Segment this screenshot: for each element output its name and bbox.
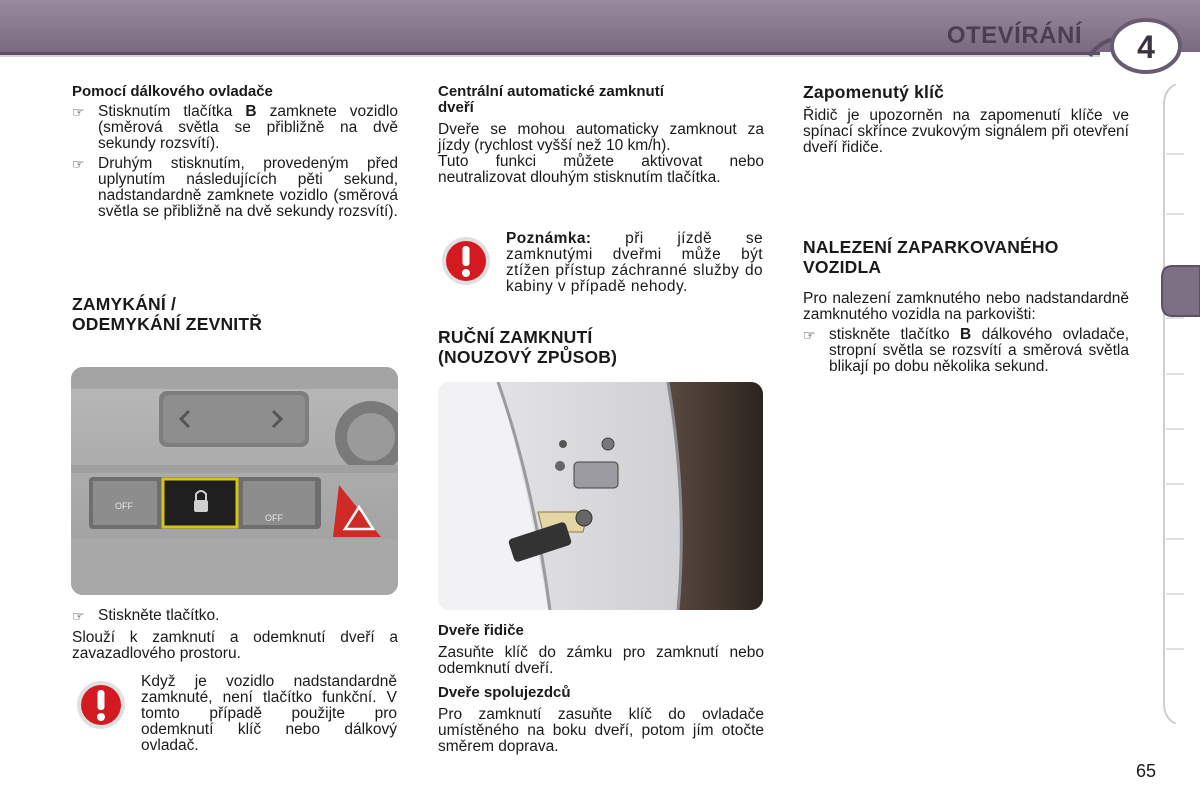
manual-lock-section	[438, 327, 764, 367]
hand-pointer-icon: ☞	[72, 156, 85, 172]
inside-heading-line1: ZAMYKÁNÍ /	[72, 294, 177, 314]
note-block	[506, 231, 763, 295]
remote-bullet-2: ☞ Druhým stisknutím, provedeným před uplynutím následujících pěti sekund, nadstandardně zamknete vozidlo (směrová světla se přibližně na dvě sekundy rozsvítí).	[72, 155, 398, 220]
locate-heading-line1: NALEZENÍ ZAPARKOVANÉHO	[803, 237, 1059, 257]
manual-heading-line2: (NOUZOVÝ ZPŮSOB)	[438, 347, 618, 367]
forgotten-heading: Zapomenutý klíč	[803, 82, 945, 102]
auto-lock-section	[438, 84, 764, 186]
page-number: 65	[1136, 761, 1157, 781]
rear-button-label: OFF	[265, 513, 283, 523]
locate-vehicle-section	[803, 237, 1129, 375]
remote-heading: Pomocí dálkového ovladače	[72, 83, 273, 100]
auto-text-1: Dveře se mohou automaticky zamknout za jízdy (rychlost vyšší než 10 km/h).	[438, 121, 764, 154]
inside-heading-line2: ODEMYKÁNÍ ZEVNITŘ	[72, 314, 263, 334]
inside-text	[72, 608, 398, 662]
chapter-title: OTEVÍRÁNÍ	[946, 22, 1082, 49]
warning-exclamation-icon	[76, 680, 126, 735]
press-bullet: ☞ Stiskněte tlačítko.	[72, 607, 220, 624]
hand-pointer-icon: ☞	[72, 104, 85, 120]
locate-bullet: ☞ stiskněte tlačítko B dálkového ovladače, stropní světla se rozsvítí a směrová světla blikají po dobu několika sekund.	[803, 326, 1129, 375]
note-label: Poznámka:	[506, 230, 592, 247]
note-text: při jízdě se zamknutými dveřmi může být ztížen přístup záchranné služby do kabiny v případě nehody.	[506, 230, 763, 295]
door-lock-photo	[438, 382, 763, 610]
manual-heading-line1: RUČNÍ ZAMKNUTÍ	[438, 327, 593, 347]
hand-pointer-icon: ☞	[803, 327, 816, 343]
passenger-heading: Dveře spolujezdců	[438, 684, 571, 701]
warning-exclamation-icon	[441, 236, 491, 291]
chapter-number: 4	[1137, 29, 1155, 65]
locate-text: Pro nalezení zamknutého nebo nadstandardně zamknutého vozidla na parkovišti:	[803, 290, 1129, 323]
warning-note-col1: Když je vozidlo nadstandardně zamknuté, není tlačítko funkční. V tomto případě použijte pro odemknutí klíč nebo dálkový ovladač.	[141, 673, 397, 754]
auto-heading: Centrální automatické zamknutí dveří	[438, 83, 664, 116]
hand-pointer-icon: ☞	[72, 608, 85, 624]
header-band	[0, 0, 1200, 65]
locate-heading-line2: VOZIDLA	[803, 257, 882, 277]
remote-bullet-1: ☞ Stisknutím tlačítka B zamknete vozidlo (směrová světla se přibližně na dvě sekundy rozsvítí).	[72, 103, 398, 152]
passenger-text: Pro zamknutí zasuňte klíč do ovladače umístěného na boku dveří, potom jím otočte směrem doprava.	[438, 706, 764, 755]
chapter-thumb-tabs	[1158, 84, 1200, 724]
driver-text: Zasuňte klíč do zámku pro zamknutí nebo odemknutí dveří.	[438, 644, 764, 677]
usage-text: Slouží k zamknutí a odemknutí dveří a zavazadlového prostoru.	[72, 629, 398, 662]
manual-text	[438, 623, 764, 755]
fog-button-label: OFF	[115, 501, 133, 511]
dashboard-buttons-photo	[71, 367, 398, 595]
forgotten-key-section	[803, 82, 1129, 156]
auto-text-2: Tuto funkci můžete aktivovat nebo neutralizovat dlouhým stisknutím tlačítka.	[438, 153, 764, 186]
driver-heading: Dveře řidiče	[438, 622, 524, 639]
forgotten-text: Řidič je upozorněn na zapomenutí klíče ve spínací skřínce zvukovým signálem při otevření dveří řidiče.	[803, 107, 1129, 156]
inside-lock-section	[72, 294, 398, 334]
column-1	[72, 84, 398, 220]
